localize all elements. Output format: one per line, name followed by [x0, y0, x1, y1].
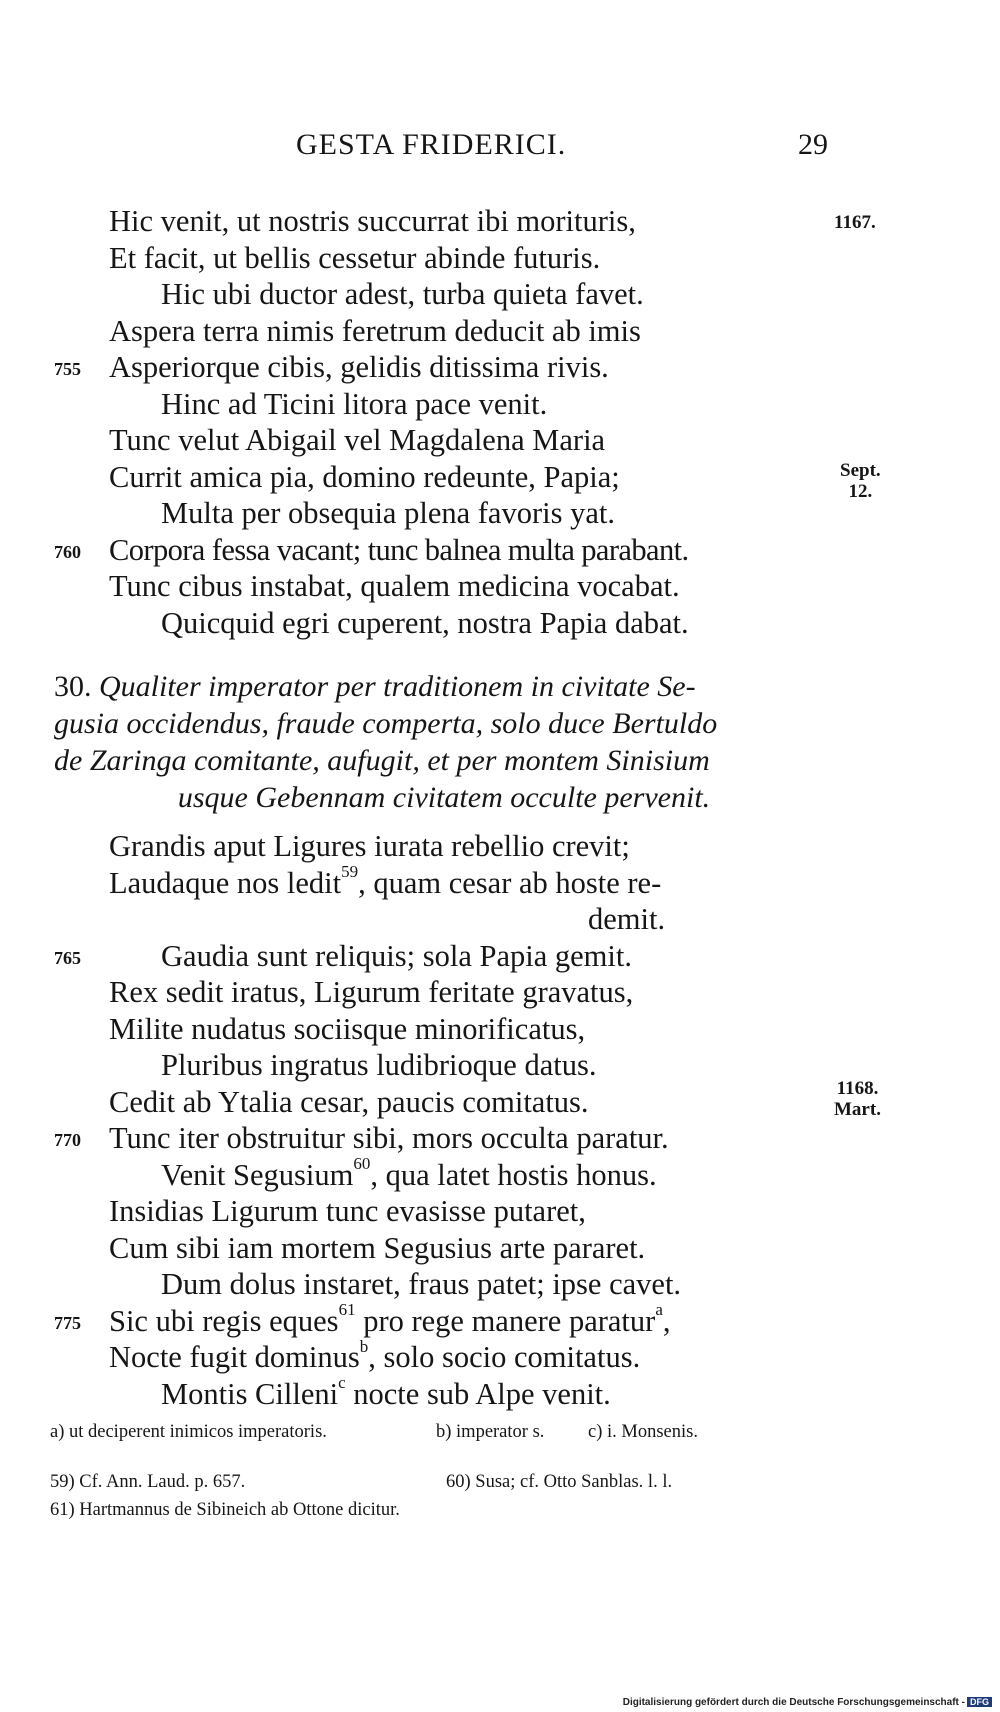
verse-line: Dum dolus instaret, fraus patet; ipse cavet.	[161, 1267, 682, 1301]
commentary-notes	[50, 1496, 850, 1524]
footnote-ref[interactable]: 61	[338, 1300, 356, 1320]
verse-line: Tunc cibus instabat, qualem medicina vocabat.	[109, 569, 680, 603]
verse-line: Quicquid egri cuperent, nostra Papia dabat.	[161, 605, 689, 640]
footnote-b: b) imperator s.	[436, 1422, 545, 1442]
footnote-a: a) ut deciperent inimicos imperatoris.	[50, 1422, 327, 1442]
line-number: 760	[54, 541, 81, 562]
chapter-number: 30.	[54, 670, 92, 703]
verse-line: Montis Cilleni$^c$ nocte sub Alpe venit.	[161, 1373, 611, 1411]
commentary-notes	[50, 1468, 850, 1496]
margin-month: Mart.	[834, 1099, 881, 1120]
verse-line: Laudaque nos ledit$^{59}$, quam cesar ab hoste re-	[109, 862, 662, 900]
verse-line: Venit Segusium$^{60}$, qua latet hostis honus.	[161, 1154, 657, 1192]
running-title: GESTA FRIDERICI.	[296, 128, 567, 161]
line-number: 755	[54, 359, 81, 379]
margin-date-1167: 1167.	[834, 212, 876, 233]
margin-year: 1168.	[836, 1078, 879, 1099]
chapter-heading	[54, 668, 834, 816]
chapter-heading-line: 30. Qualiter imperator per traditionem in civitate Se-	[54, 670, 696, 703]
critical-apparatus	[50, 1418, 850, 1446]
verse-line: Hic venit, ut nostris succurrat ibi morituris,	[109, 204, 636, 238]
chapter-heading-line: de Zaringa comitante, aufugit, et per montem Sinisium	[54, 744, 710, 777]
line-number: 765	[54, 947, 81, 968]
footnote-c: c) i. Monsenis.	[588, 1422, 698, 1442]
verse-block-2	[0, 828, 1000, 1412]
footnote-59: 59) Cf. Ann. Laud. p. 657.	[50, 1472, 246, 1492]
page-header	[0, 128, 1000, 168]
chapter-heading-line: gusia occidendus, fraude comperta, solo duce Bertuldo	[54, 707, 718, 740]
footnote-ref[interactable]: c	[338, 1373, 346, 1393]
verse-line: Cedit ab Ytalia cesar, paucis comitatus.	[109, 1084, 589, 1119]
verse-block-1	[0, 203, 1000, 641]
margin-date-sept	[840, 460, 881, 502]
verse-line: Et facit, ut bellis cessetur abinde futuris.	[109, 240, 601, 275]
footnote-60: 60) Susa; cf. Otto Sanblas. l. l.	[446, 1472, 673, 1492]
footnotes	[50, 1418, 850, 1524]
chapter-heading-line: usque Gebennam civitatem occulte pervenit.	[177, 781, 711, 814]
verse-line: Rex sedit iratus, Ligurum feritate gravatus,	[109, 975, 634, 1009]
digitization-credit: Digitalisierung gefördert durch die Deutsche Forschungsgemeinschaft - DFG	[623, 1697, 992, 1708]
verse-line: Currit amica pia, domino redeunte, Papia;	[109, 459, 620, 494]
verse-line: Grandis aput Ligures iurata rebellio crevit;	[109, 829, 630, 863]
margin-month: Sept.	[840, 460, 881, 481]
verse-line: Hinc ad Ticini litora pace venit.	[161, 386, 548, 421]
line-number: 775	[54, 1312, 81, 1333]
verse-line: 760 Corpora fessa vacant; tunc balnea multa parabant.	[0, 532, 1000, 569]
verse-line: Multa per obsequia plena favoris yat.	[161, 496, 615, 530]
verse-line: Tunc velut Abigail vel Magdalena Maria	[109, 423, 606, 457]
footnote-61: 61) Hartmannus de Sibineich ab Ottone dicitur.	[50, 1500, 400, 1520]
verse-line: Insidias Ligurum tunc evasisse putaret,	[109, 1194, 586, 1228]
verse-line: Aspera terra nimis feretrum deducit ab imis	[109, 313, 641, 348]
verse-line: 765 Gaudia sunt reliquis; sola Papia gemit.	[0, 938, 1000, 975]
line-number: 770	[54, 1130, 81, 1150]
footnote-ref[interactable]: b	[359, 1336, 369, 1356]
page-number: 29	[798, 128, 828, 161]
verse-line: 755 Asperiorque cibis, gelidis ditissima rivis.	[0, 349, 1000, 386]
verse-line: Milite nudatus sociisque minorificatus,	[109, 1011, 586, 1046]
verse-line: Nocte fugit dominus$^b$, solo socio comitatus.	[109, 1336, 641, 1374]
verse-line: 770 Tunc iter obstruitur sibi, mors occulta paratur.	[0, 1120, 1000, 1157]
dfg-logo: DFG	[967, 1697, 992, 1707]
verse-line: Hic ubi ductor adest, turba quieta favet.	[161, 277, 644, 311]
footnote-ref[interactable]: 60	[353, 1154, 371, 1174]
footnote-ref[interactable]: a	[655, 1300, 663, 1320]
verse-line: Pluribus ingratus ludibrioque datus.	[161, 1048, 597, 1082]
verse-line: demit.	[588, 902, 666, 936]
verse-line: Cum sibi iam mortem Segusius arte pararet.	[109, 1230, 646, 1265]
margin-day: 12.	[848, 481, 873, 502]
verse-line: 775 Sic ubi regis eques$^{61}$ pro rege manere paratur$^a$,	[0, 1303, 1000, 1340]
footnote-ref[interactable]: 59	[341, 862, 359, 882]
